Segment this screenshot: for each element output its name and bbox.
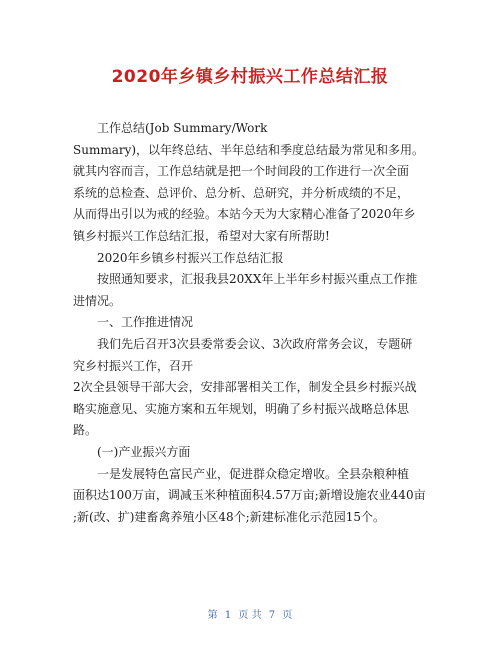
body-line: ;新(改、扩)建畜禽养殖小区48个;新建标准化示范园15个。 (73, 509, 385, 524)
footer-middle: 页 共 (238, 610, 262, 621)
footer-page-number: 1 (224, 610, 232, 621)
body-line: 究乡村振兴工作，召开 (73, 358, 194, 373)
body-line: 进情况。 (73, 293, 122, 308)
body-line: Summary)，以年终总结、半年总结和季度总结最为常见和多用。 (73, 142, 425, 157)
body-line: 我们先后召开3次县委常委会议、3次政府常务会议，专题研 (97, 336, 413, 351)
body-line: 路。 (73, 423, 98, 438)
body-line: 2次全县领导干部大会，安排部署相关工作，制发全县乡村振兴战 (73, 380, 417, 395)
body-line: 镇乡村振兴工作总结汇报，希望对大家有所帮助! (73, 228, 330, 243)
document-title: 2020年乡镇乡村振兴工作总结汇报 (111, 67, 389, 87)
page-footer (0, 606, 500, 621)
body-line: 一是发展特色富民产业，促进群众稳定增收。全县杂粮种植 (97, 466, 410, 481)
body-line: 一、工作推进情况 (97, 315, 194, 330)
body-line: 系统的总检查、总评价、总分析、总研究，并分析成绩的不足， (73, 185, 410, 200)
body-line: 略实施意见、实施方案和五年规划，明确了乡村振兴战略总体思 (73, 401, 410, 416)
document-body (73, 118, 433, 528)
footer-prefix: 第 (207, 610, 218, 621)
body-line: (一)产业振兴方面 (97, 444, 191, 459)
body-line: 2020年乡镇乡村振兴工作总结汇报 (97, 250, 284, 265)
footer-total-pages: 7 (268, 610, 276, 621)
body-line: 面积达100万亩，调减玉米种植面积4.57万亩;新增设施农业440亩 (73, 488, 426, 503)
footer-suffix: 页 (282, 610, 293, 621)
body-line: 就其内容而言，工作总结就是把一个时间段的工作进行一次全面 (73, 164, 410, 179)
body-line: 从而得出引以为戒的经验。本站今天为大家精心准备了2020年乡 (73, 207, 416, 222)
body-line: 按照通知要求，汇报我县20XX年上半年乡村振兴重点工作推 (97, 272, 418, 287)
body-line: 工作总结(Job Summary/Work (97, 121, 268, 135)
